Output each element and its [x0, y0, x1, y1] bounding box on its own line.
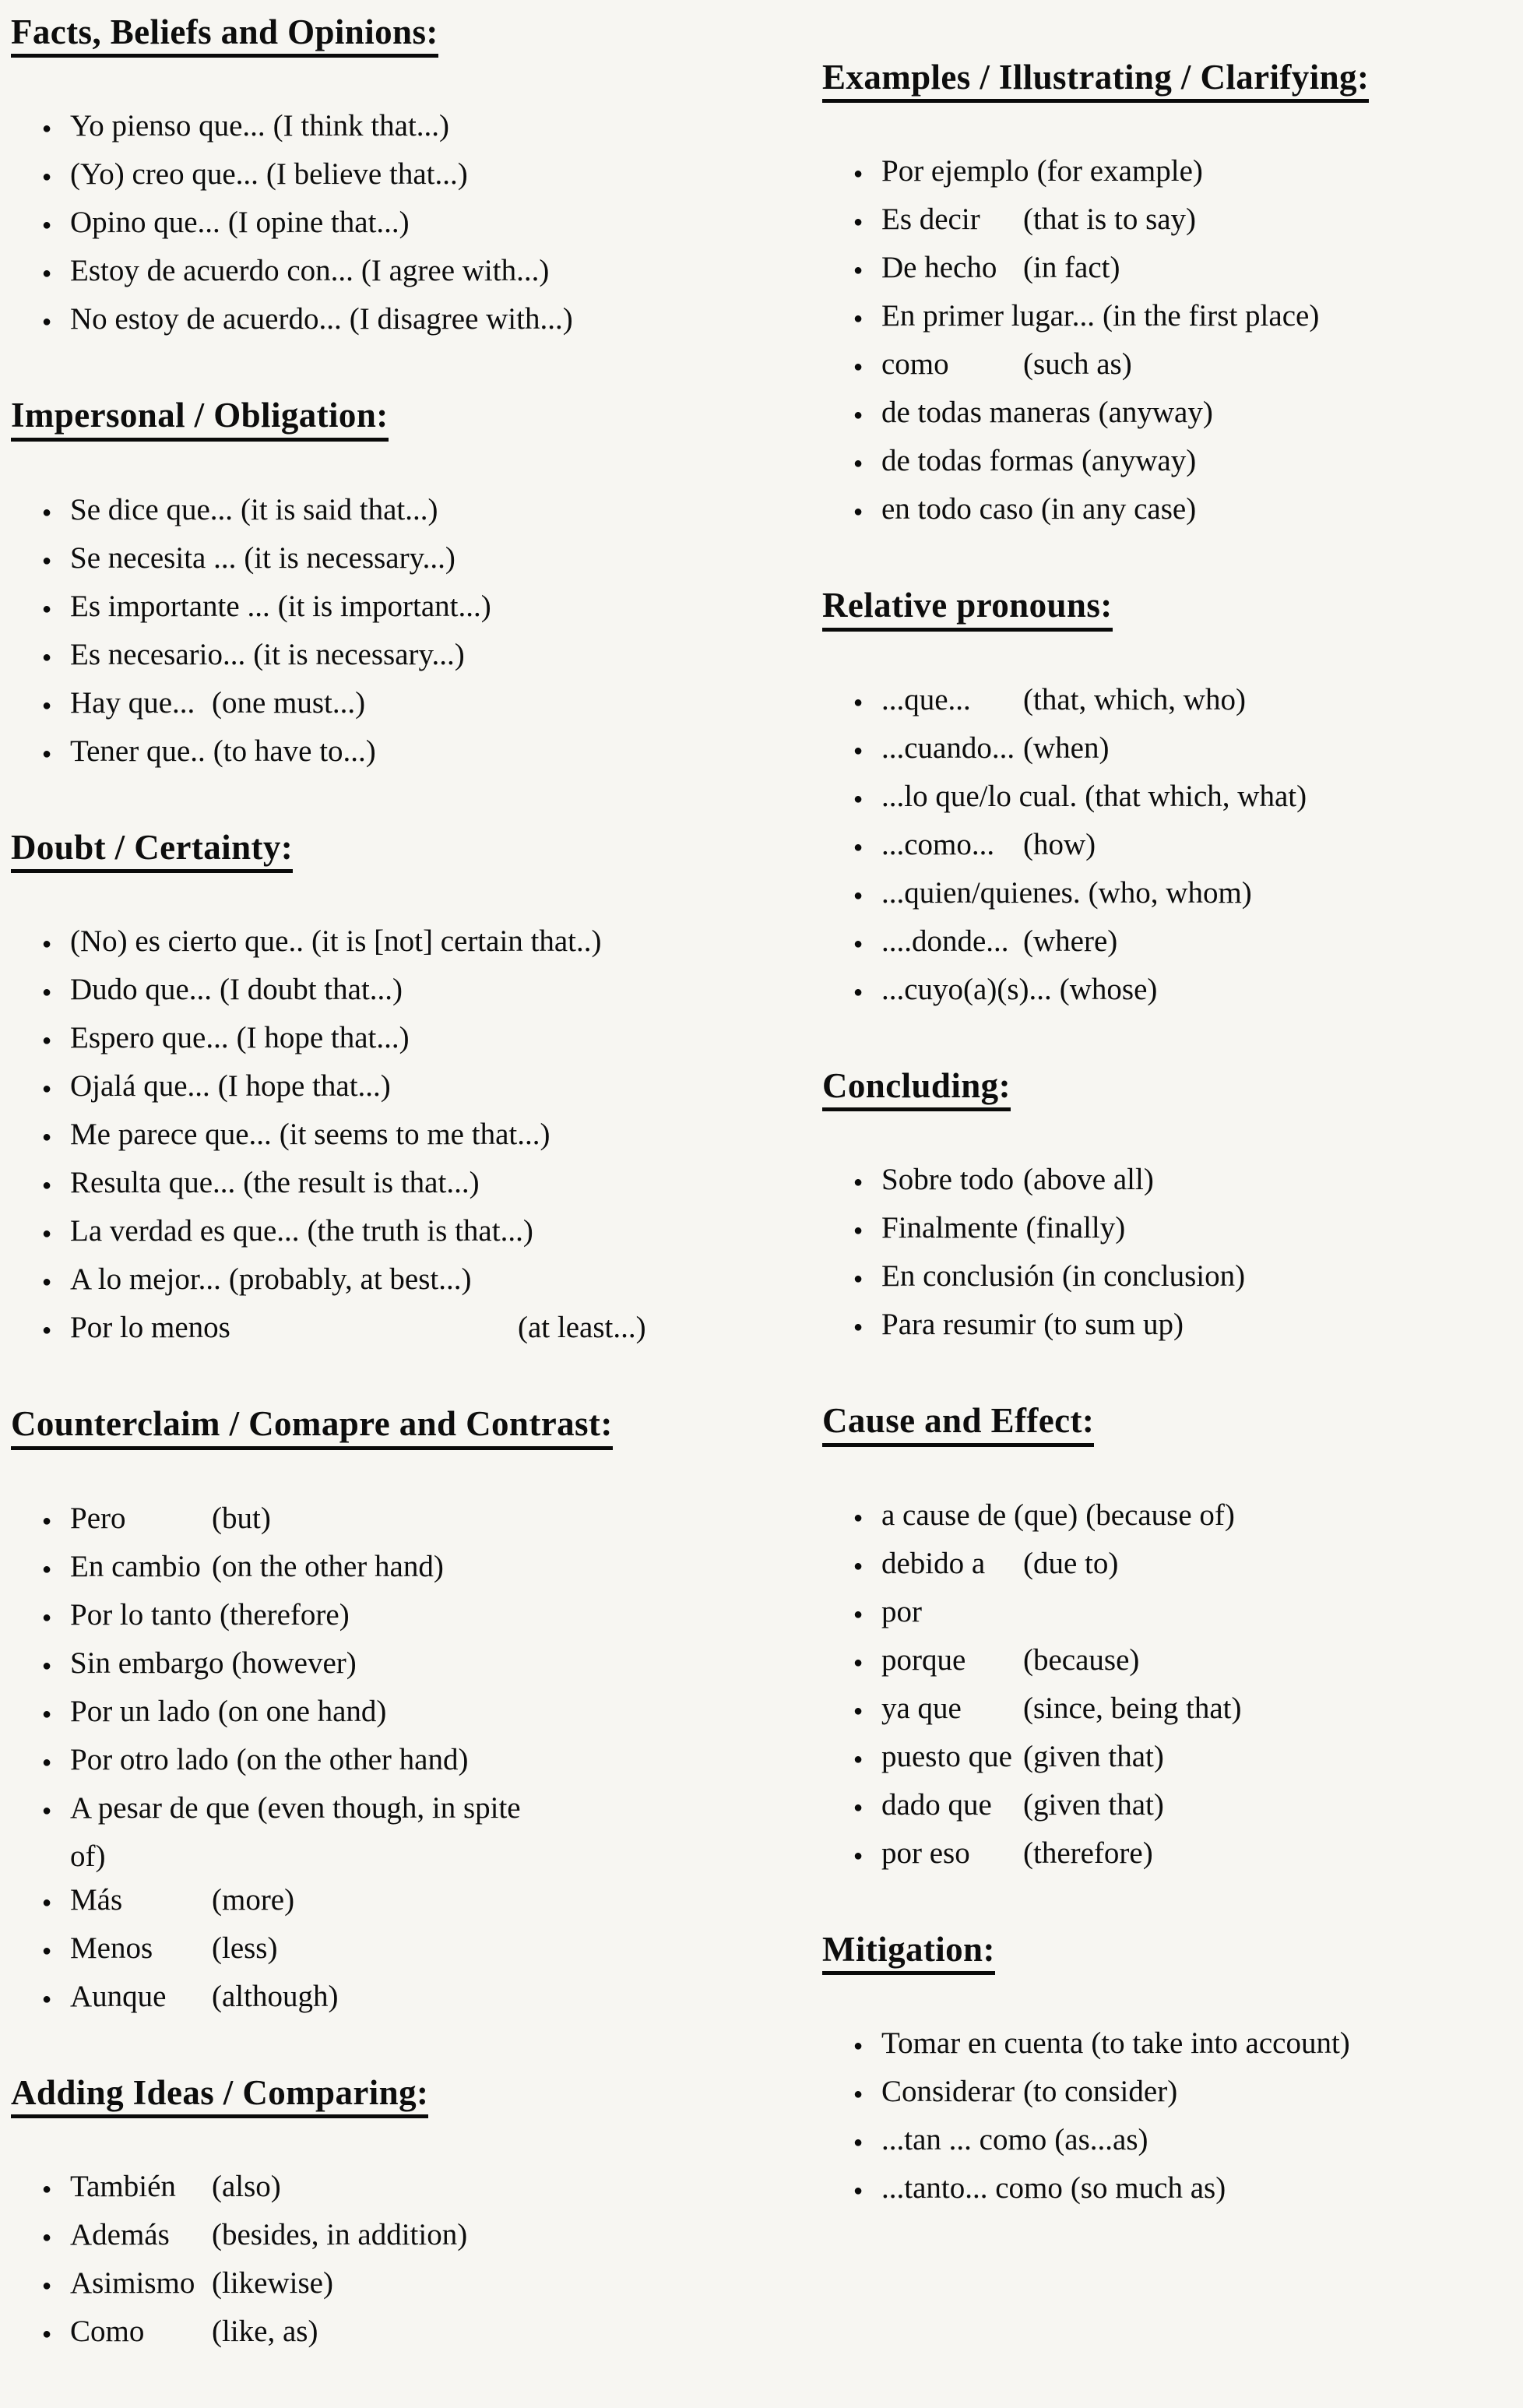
english-translation: (even though, in spite — [257, 1790, 521, 1825]
spanish-phrase: de todas maneras — [881, 396, 1091, 430]
english-translation: (I disagree with...) — [349, 302, 573, 336]
vocab-item — [42, 1787, 747, 1878]
spanish-phrase: ...cuando... — [881, 730, 1015, 765]
spanish-phrase: Más — [70, 1882, 123, 1917]
section-title: Doubt / Certainty: — [11, 828, 293, 873]
vocab-list — [11, 920, 747, 1354]
vocab-item — [853, 727, 1523, 775]
english-translation: (less) — [212, 1931, 278, 1965]
vocab-item — [42, 920, 747, 968]
bullet-icon: ● — [853, 1557, 864, 1575]
section-title: Relative pronouns: — [822, 586, 1113, 631]
vocab-item — [853, 150, 1523, 198]
english-translation: (in the first place) — [1103, 299, 1320, 333]
english-translation: (however) — [231, 1646, 357, 1680]
section-title: Impersonal / Obligation: — [11, 396, 389, 441]
bullet-icon: ● — [853, 1270, 864, 1288]
english-translation: (I hope that...) — [217, 1069, 391, 1104]
spanish-phrase: Por lo menos — [70, 1311, 230, 1345]
vocab-item — [42, 1113, 747, 1161]
vocab-list — [11, 488, 747, 778]
section-relative-pronouns — [822, 586, 1523, 1016]
vocab-item — [42, 249, 747, 297]
english-translation: (how) — [1023, 827, 1096, 861]
bullet-icon: ● — [42, 2228, 52, 2246]
vocab-item — [42, 2310, 747, 2358]
spanish-phrase: en todo caso — [881, 492, 1033, 526]
vocab-item — [853, 1158, 1523, 1206]
english-translation: (I opine that...) — [227, 206, 410, 240]
spanish-phrase: Espero que... — [70, 1021, 229, 1055]
english-translation: (since, being that) — [1023, 1691, 1242, 1725]
spanish-phrase: En conclusión — [881, 1259, 1055, 1294]
vocab-item — [42, 1065, 747, 1113]
english-translation: (whose) — [1059, 972, 1158, 1006]
section-concluding — [822, 1066, 1523, 1351]
spanish-phrase: A pesar de que — [70, 1790, 250, 1825]
spanish-phrase: Yo pienso que... — [70, 109, 266, 143]
vocab-item — [853, 1590, 1523, 1639]
bullet-icon: ● — [42, 551, 52, 569]
bullet-icon: ● — [853, 741, 864, 759]
bullet-icon: ● — [853, 2037, 864, 2054]
section-mitigation — [822, 1930, 1523, 2215]
english-translation: (also) — [212, 2169, 281, 2203]
bullet-icon: ● — [42, 313, 52, 331]
english-translation: (the result is that...) — [243, 1166, 480, 1200]
vocab-item — [853, 488, 1523, 536]
spanish-phrase: puesto que — [881, 1739, 1012, 1773]
spanish-phrase: porque — [881, 1642, 966, 1677]
english-translation: (to have to...) — [213, 734, 376, 768]
english-translation: (in conclusion) — [1062, 1259, 1246, 1294]
english-translation: (the truth is that...) — [307, 1214, 533, 1248]
vocab-item — [42, 1497, 747, 1545]
spanish-phrase: ya que — [881, 1691, 962, 1725]
spanish-phrase: ...quien/quienes. — [881, 875, 1081, 910]
bullet-icon: ● — [853, 886, 864, 904]
vocab-item — [42, 1545, 747, 1593]
spanish-phrase: Sobre todo — [881, 1163, 1015, 1197]
bullet-icon: ● — [42, 1705, 52, 1723]
spanish-phrase: Aunque — [70, 1979, 167, 2013]
bullet-icon: ● — [42, 1032, 52, 1050]
vocab-item — [853, 391, 1523, 439]
english-translation: (because of) — [1085, 1498, 1235, 1532]
vocab-list — [11, 104, 747, 346]
bullet-icon: ● — [42, 1656, 52, 1674]
vocab-item — [853, 678, 1523, 727]
spanish-phrase: ...lo que/lo cual. — [881, 779, 1078, 813]
bullet-icon: ● — [42, 2325, 52, 2343]
english-translation: (on the other hand) — [236, 1742, 469, 1776]
vocab-item — [853, 2118, 1523, 2167]
bullet-icon: ● — [42, 1608, 52, 1626]
spanish-phrase: Resulta que... — [70, 1166, 236, 1200]
vocab-item — [42, 1161, 747, 1209]
section-facts-beliefs-opinions — [11, 12, 747, 346]
bullet-icon: ● — [853, 790, 864, 808]
vocab-item — [853, 920, 1523, 968]
bullet-icon: ● — [853, 503, 864, 521]
spanish-phrase: A lo mejor... — [70, 1262, 221, 1297]
section-title: Examples / Illustrating / Clarifying: — [822, 58, 1369, 103]
bullet-icon: ● — [42, 1273, 52, 1291]
vocab-item — [853, 294, 1523, 343]
bullet-icon: ● — [853, 838, 864, 856]
vocab-item — [42, 2165, 747, 2213]
bullet-icon: ● — [42, 1560, 52, 1578]
spanish-phrase: dado que — [881, 1787, 992, 1822]
bullet-icon: ● — [42, 1990, 52, 2008]
vocab-item — [42, 1209, 747, 1258]
spanish-phrase: Para resumir — [881, 1308, 1036, 1342]
vocab-list — [822, 2022, 1523, 2215]
english-translation: (so much as) — [1070, 2170, 1226, 2205]
vocab-list — [822, 1158, 1523, 1351]
spanish-phrase: Hay que... — [70, 685, 195, 720]
vocab-item — [853, 2022, 1523, 2070]
section-impersonal-obligation — [11, 396, 747, 777]
vocab-item — [42, 1927, 747, 1975]
bullet-icon: ● — [42, 745, 52, 762]
bullet-icon: ● — [42, 1801, 52, 1819]
bullet-icon: ● — [853, 1750, 864, 1768]
section-doubt-certainty — [11, 828, 747, 1354]
english-translation-continued: of) — [70, 1839, 106, 1873]
english-translation: (finally) — [1025, 1211, 1126, 1245]
vocab-item — [42, 585, 747, 633]
vocab-item — [853, 343, 1523, 391]
bullet-icon: ● — [42, 1128, 52, 1146]
spanish-phrase: Opino que... — [70, 206, 220, 240]
vocab-item — [42, 1738, 747, 1787]
bullet-icon: ● — [42, 503, 52, 521]
bullet-icon: ● — [42, 696, 52, 714]
english-translation: (on one hand) — [217, 1694, 387, 1728]
spanish-phrase: Ojalá que... — [70, 1069, 210, 1104]
vocab-item — [42, 1878, 747, 1927]
english-translation: (that, which, who) — [1023, 682, 1246, 716]
vocab-item — [853, 1494, 1523, 1542]
vocab-item — [42, 968, 747, 1016]
spanish-phrase: Por otro lado — [70, 1742, 229, 1776]
vocab-item — [42, 730, 747, 778]
section-examples-illustrating-clarifying — [822, 58, 1523, 536]
english-translation: (that which, what) — [1085, 779, 1307, 813]
english-translation: (anyway) — [1098, 396, 1213, 430]
spanish-phrase: Tener que.. — [70, 734, 206, 768]
bullet-icon: ● — [42, 1322, 52, 1340]
bullet-icon: ● — [853, 935, 864, 952]
spanish-phrase: Menos — [70, 1931, 153, 1965]
spanish-phrase: Sin embargo — [70, 1646, 224, 1680]
english-translation: (where) — [1023, 924, 1118, 958]
spanish-phrase: En primer lugar... — [881, 299, 1096, 333]
bullet-icon: ● — [853, 1222, 864, 1240]
spanish-phrase: por — [881, 1594, 922, 1628]
vocab-item — [853, 1687, 1523, 1735]
vocab-item — [42, 201, 747, 249]
english-translation: (I agree with...) — [361, 254, 550, 288]
english-translation: (at least...) — [518, 1311, 646, 1345]
english-translation: (it seems to me that...) — [279, 1118, 550, 1152]
spanish-phrase: En cambio — [70, 1549, 201, 1583]
spanish-phrase: Por un lado — [70, 1694, 210, 1728]
vocab-item — [853, 1255, 1523, 1303]
bullet-icon: ● — [42, 2180, 52, 2198]
bullet-icon: ● — [42, 1942, 52, 1959]
spanish-phrase: No estoy de acuerdo... — [70, 302, 342, 336]
spanish-phrase: Se necesita ... — [70, 540, 237, 575]
spanish-phrase: Asimismo — [70, 2265, 195, 2300]
spanish-phrase: Es necesario... — [70, 637, 246, 671]
english-translation: (one must...) — [212, 685, 366, 720]
spanish-phrase: ...que... — [881, 682, 971, 716]
english-translation: (that is to say) — [1023, 202, 1197, 237]
section-title: Mitigation: — [822, 1930, 995, 1975]
english-translation: (to take into account) — [1091, 2026, 1350, 2060]
vocab-item — [853, 1206, 1523, 1255]
english-translation: (above all) — [1023, 1163, 1154, 1197]
spanish-phrase: por eso — [881, 1836, 970, 1870]
bullet-icon: ● — [42, 600, 52, 618]
bullet-icon: ● — [853, 310, 864, 328]
english-translation: (as...as) — [1054, 2122, 1148, 2156]
bullet-icon: ● — [42, 935, 52, 953]
vocab-item — [42, 1258, 747, 1306]
english-translation: (anyway) — [1081, 444, 1197, 478]
english-translation: (more) — [212, 1882, 295, 1917]
spanish-phrase: Además — [70, 2217, 170, 2251]
english-translation: (in fact) — [1023, 251, 1120, 285]
vocab-item — [42, 1975, 747, 2023]
vocab-item — [42, 1016, 747, 1065]
spanish-phrase: Es importante ... — [70, 589, 270, 623]
english-translation: (for example) — [1036, 154, 1203, 188]
vocab-item — [853, 871, 1523, 920]
bullet-icon: ● — [853, 407, 864, 424]
vocab-list — [11, 2165, 747, 2358]
bullet-icon: ● — [853, 165, 864, 183]
bullet-icon: ● — [853, 1605, 864, 1623]
vocab-item — [853, 2070, 1523, 2118]
english-translation: (to consider) — [1023, 2074, 1178, 2108]
vocab-item — [42, 1690, 747, 1738]
section-cause-and-effect — [822, 1401, 1523, 1879]
vocab-list — [11, 1497, 747, 2023]
spanish-phrase: Es decir — [881, 202, 980, 237]
english-translation: (I think that...) — [273, 109, 450, 143]
spanish-phrase: Se dice que... — [70, 492, 234, 526]
spanish-phrase: Estoy de acuerdo con... — [70, 254, 353, 288]
english-translation: (it is [not] certain that..) — [311, 924, 602, 959]
vocab-item — [42, 537, 747, 585]
spanish-phrase: Pero — [70, 1501, 126, 1535]
bullet-icon: ● — [853, 358, 864, 376]
english-translation: (given that) — [1023, 1787, 1164, 1822]
english-translation: (on the other hand) — [212, 1549, 444, 1583]
spanish-phrase: de todas formas — [881, 444, 1074, 478]
english-translation: (it is important...) — [277, 589, 491, 623]
vocab-item — [42, 1306, 747, 1354]
vocab-item — [42, 1642, 747, 1690]
section-title: Concluding: — [822, 1066, 1011, 1111]
vocab-list — [822, 1494, 1523, 1880]
spanish-phrase: Finalmente — [881, 1211, 1018, 1245]
spanish-phrase: como — [881, 347, 949, 382]
section-title: Facts, Beliefs and Opinions: — [11, 12, 438, 58]
bullet-icon: ● — [853, 2085, 864, 2103]
spanish-phrase: De hecho — [881, 251, 997, 285]
spanish-phrase: ....donde... — [881, 924, 1009, 958]
bullet-icon: ● — [42, 1753, 52, 1771]
bullet-icon: ● — [42, 1177, 52, 1195]
bullet-icon: ● — [42, 1512, 52, 1530]
english-translation: (it is necessary...) — [244, 540, 455, 575]
spanish-phrase: ...cuyo(a)(s)... — [881, 972, 1052, 1006]
spanish-phrase: debido a — [881, 1546, 986, 1580]
english-translation: (I believe that...) — [266, 157, 468, 192]
bullet-icon: ● — [853, 1653, 864, 1671]
english-translation: (therefore) — [1023, 1836, 1153, 1870]
vocab-item — [853, 968, 1523, 1016]
spanish-phrase: Dudo que... — [70, 973, 212, 1007]
bullet-icon: ● — [853, 983, 864, 1001]
vocab-item — [853, 246, 1523, 294]
english-translation: (because) — [1023, 1642, 1140, 1677]
english-translation: (I doubt that...) — [219, 973, 403, 1007]
english-translation: (to sum up) — [1043, 1308, 1184, 1342]
vocab-item — [853, 823, 1523, 871]
vocab-item — [853, 2167, 1523, 2215]
bullet-icon: ● — [853, 1846, 864, 1864]
bullet-icon: ● — [42, 984, 52, 1002]
spanish-phrase: (Yo) creo que... — [70, 157, 259, 192]
english-translation: (besides, in addition) — [212, 2217, 468, 2251]
bullet-icon: ● — [42, 120, 52, 138]
bullet-icon: ● — [853, 1174, 864, 1192]
vocab-item — [42, 681, 747, 730]
bullet-icon: ● — [42, 168, 52, 186]
english-translation: (it is said that...) — [241, 492, 438, 526]
bullet-icon: ● — [42, 265, 52, 283]
english-translation: (probably, at best...) — [228, 1262, 472, 1297]
spanish-phrase: También — [70, 2169, 176, 2203]
column-right — [822, 58, 1523, 2265]
english-translation: (such as) — [1023, 347, 1132, 382]
spanish-phrase: ...tan ... como — [881, 2122, 1047, 2156]
section-title: Adding Ideas / Comparing: — [11, 2073, 428, 2118]
section-counterclaim-compare-contrast — [11, 1404, 747, 2023]
vocab-item — [42, 633, 747, 681]
vocab-item — [853, 1832, 1523, 1880]
english-translation: (therefore) — [220, 1597, 350, 1632]
bullet-icon: ● — [853, 2133, 864, 2151]
bullet-icon: ● — [853, 693, 864, 711]
english-translation: (but) — [212, 1501, 271, 1535]
bullet-icon: ● — [42, 1080, 52, 1098]
spanish-phrase: Por lo tanto — [70, 1597, 212, 1632]
vocab-list — [822, 150, 1523, 536]
bullet-icon: ● — [853, 1509, 864, 1526]
vocab-list — [822, 678, 1523, 1016]
bullet-icon: ● — [42, 1225, 52, 1243]
english-translation: (likewise) — [212, 2265, 333, 2300]
bullet-icon: ● — [853, 262, 864, 280]
vocab-item — [853, 1303, 1523, 1351]
vocab-item — [42, 2213, 747, 2262]
vocab-item — [853, 1639, 1523, 1687]
spanish-phrase: Tomar en cuenta — [881, 2026, 1084, 2060]
bullet-icon: ● — [853, 2181, 864, 2199]
bullet-icon: ● — [853, 1702, 864, 1720]
section-adding-ideas-comparing — [11, 2073, 747, 2358]
spanish-phrase: Considerar — [881, 2074, 1015, 2108]
english-translation: (who, whom) — [1088, 875, 1252, 910]
english-translation: (although) — [212, 1979, 339, 2013]
bullet-icon: ● — [853, 455, 864, 473]
section-title: Counterclaim / Comapre and Contrast: — [11, 1404, 613, 1449]
spanish-phrase: Por ejemplo — [881, 154, 1029, 188]
vocab-item — [42, 104, 747, 153]
vocab-item — [42, 297, 747, 346]
vocab-item — [853, 775, 1523, 823]
bullet-icon: ● — [853, 1798, 864, 1816]
vocab-item — [853, 1783, 1523, 1832]
spanish-phrase: Me parece que... — [70, 1118, 272, 1152]
vocab-item — [853, 439, 1523, 488]
vocab-item — [42, 2262, 747, 2310]
bullet-icon: ● — [42, 1893, 52, 1911]
bullet-icon: ● — [42, 648, 52, 666]
bullet-icon: ● — [42, 2276, 52, 2294]
english-translation: (given that) — [1023, 1739, 1164, 1773]
vocab-item — [42, 153, 747, 201]
english-translation: (in any case) — [1040, 492, 1197, 526]
section-title: Cause and Effect: — [822, 1401, 1094, 1446]
spanish-phrase: La verdad es que... — [70, 1214, 300, 1248]
vocab-item — [853, 1542, 1523, 1590]
bullet-icon: ● — [853, 213, 864, 231]
spanish-phrase: ...tanto... como — [881, 2170, 1063, 2205]
spanish-phrase: (No) es cierto que.. — [70, 924, 304, 959]
vocab-item — [42, 488, 747, 537]
english-translation: (like, as) — [212, 2314, 318, 2348]
bullet-icon: ● — [42, 217, 52, 234]
bullet-icon: ● — [853, 1318, 864, 1336]
english-translation: (I hope that...) — [236, 1021, 410, 1055]
vocab-item — [42, 1593, 747, 1642]
column-left — [11, 12, 747, 2408]
english-translation: (when) — [1023, 730, 1110, 765]
vocab-item — [853, 198, 1523, 246]
vocab-item — [853, 1735, 1523, 1783]
english-translation: (due to) — [1023, 1546, 1119, 1580]
spanish-phrase: ...como... — [881, 827, 995, 861]
spanish-phrase: a cause de (que) — [881, 1498, 1078, 1532]
spanish-phrase: Como — [70, 2314, 145, 2348]
english-translation: (it is necessary...) — [253, 637, 465, 671]
